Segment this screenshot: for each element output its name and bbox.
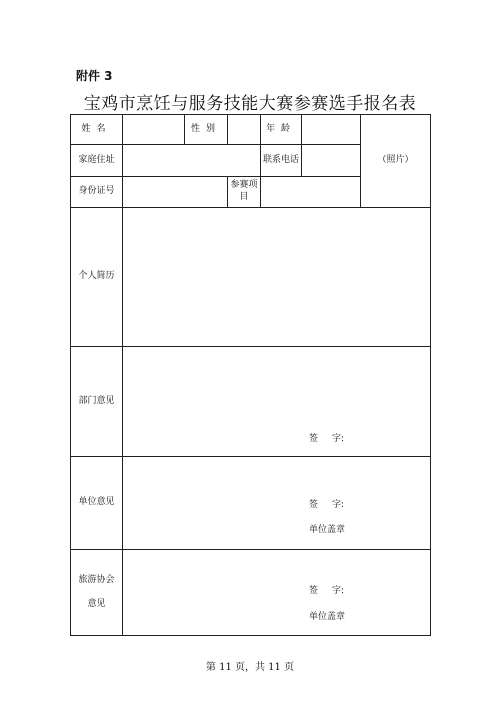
assoc-signature: 签 字: — [309, 586, 345, 596]
unit-opinion-field[interactable] — [123, 457, 431, 550]
unit-seal: 单位盖章 — [309, 525, 346, 535]
dept-opinion-field[interactable] — [123, 347, 431, 457]
unit-opinion-label: 单位意见 — [71, 457, 123, 550]
dept-opinion-label: 部门意见 — [71, 347, 123, 457]
assoc-opinion-label-line1: 旅游协会 — [78, 574, 115, 585]
registration-form-table — [70, 114, 431, 636]
resume-field[interactable] — [123, 208, 431, 347]
dept-signature: 签 字: — [309, 434, 345, 444]
gender-field[interactable] — [228, 115, 261, 145]
phone-label: 联系电话 — [261, 145, 302, 177]
name-field[interactable] — [123, 115, 185, 145]
id-field[interactable] — [123, 177, 228, 208]
assoc-seal: 单位盖章 — [309, 612, 346, 622]
address-field[interactable] — [123, 145, 261, 177]
attachment-label: 附件 3 — [76, 69, 113, 83]
id-label: 身份证号 — [71, 177, 123, 208]
assoc-opinion-field[interactable] — [123, 550, 431, 636]
resume-label: 个人简历 — [71, 208, 123, 347]
age-field[interactable] — [302, 115, 361, 145]
address-label: 家庭住址 — [71, 145, 123, 177]
age-label: 年龄 — [261, 115, 302, 145]
phone-field[interactable] — [302, 145, 361, 177]
event-field[interactable] — [261, 177, 361, 208]
gender-label: 性别 — [185, 115, 228, 145]
form-title: 宝鸡市烹饪与服务技能大赛参赛选手报名表 — [83, 94, 417, 114]
event-label: 参赛项目 — [228, 177, 261, 208]
photo-box[interactable]: （照片） — [361, 115, 431, 208]
unit-signature: 签 字: — [309, 500, 345, 510]
name-label: 姓名 — [71, 115, 123, 145]
page-number: 第 11 页，共 11 页 — [205, 662, 295, 673]
assoc-opinion-label — [71, 550, 123, 636]
assoc-opinion-label-line2: 意见 — [87, 598, 106, 609]
